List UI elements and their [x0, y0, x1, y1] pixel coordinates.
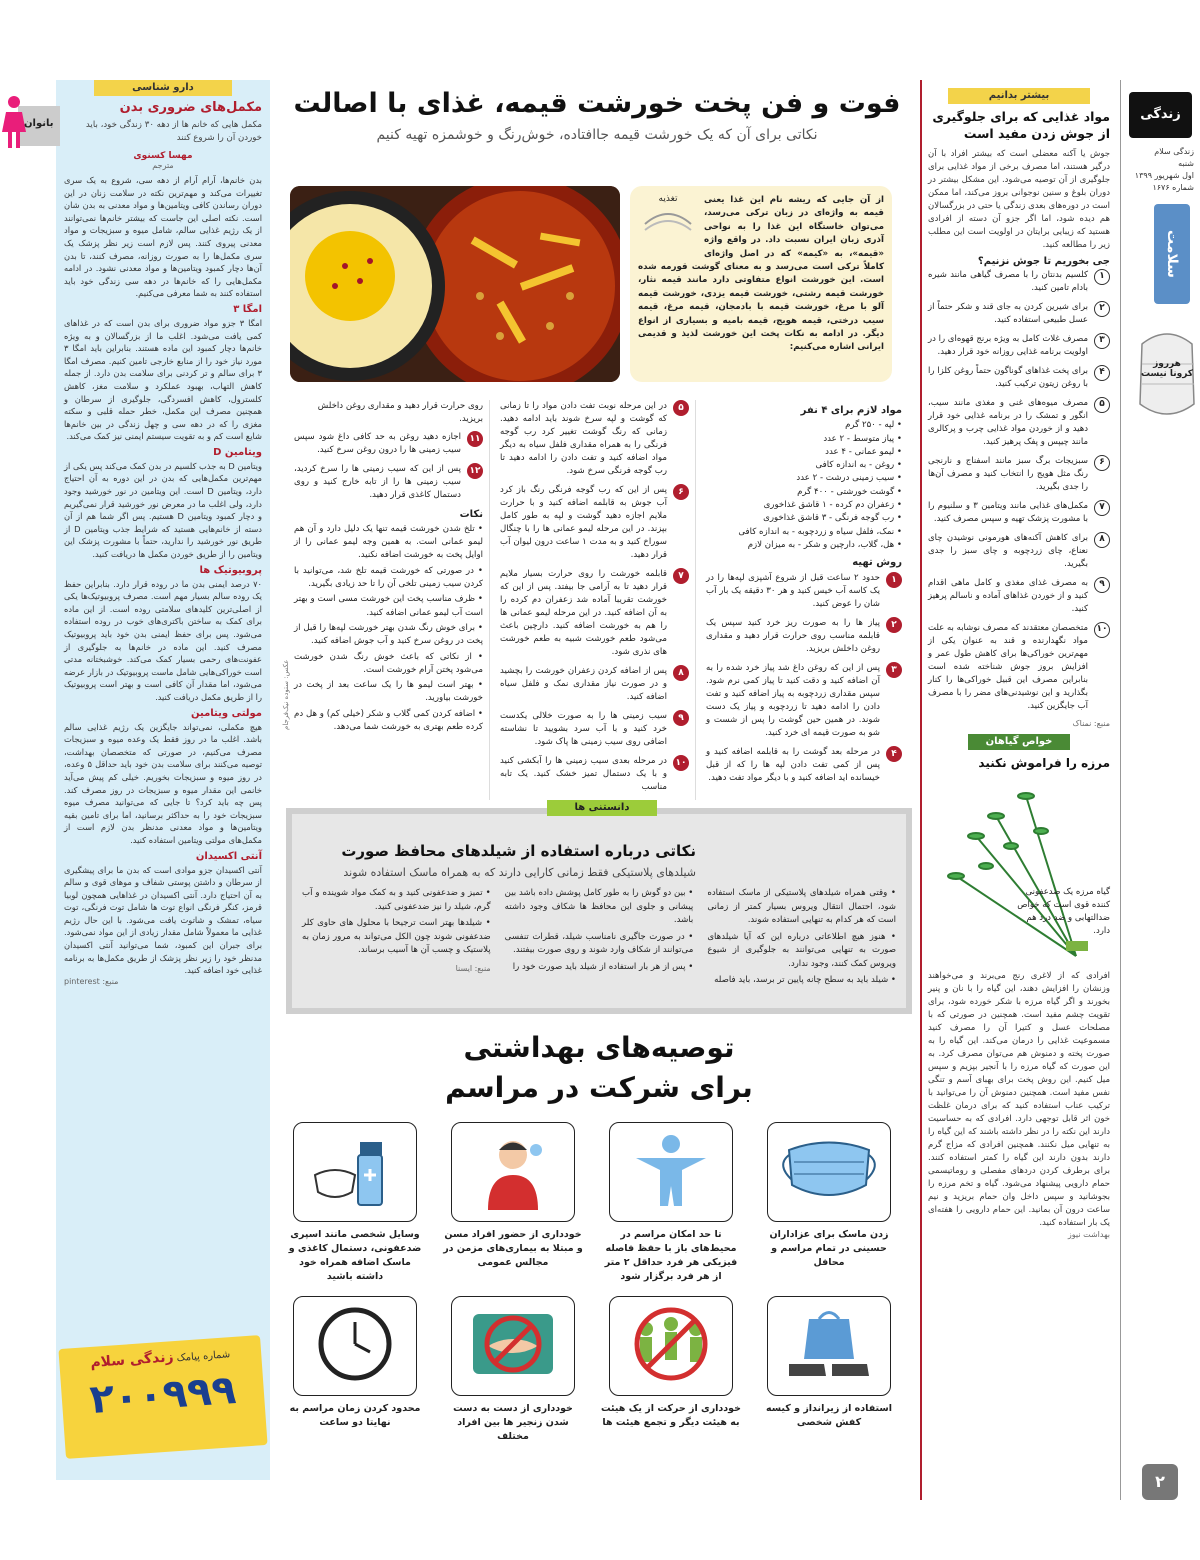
- ingredient-item: • هل، گلاب، دارچین و شکر - به میزان لازم: [747, 539, 902, 550]
- left-lead: مکمل هایی که خانم ها از دهه ۳۰ زندگی خود، باید خوردن آن را شروع کنند: [85, 120, 262, 143]
- item-number: ۵: [1094, 397, 1110, 413]
- herb-image: [928, 776, 1110, 966]
- herb-tag: خواص گیاهان: [968, 734, 1070, 750]
- shields-source: منبع: ایسنا: [455, 963, 491, 973]
- item-text: پیاز ها را به صورت ریز خرد کنید سپس یک قابلمه مناسب روی حرارت قرار دهید و مقداری روغن داخلش بریزید.: [706, 617, 880, 654]
- steps-list: [294, 431, 483, 502]
- disinfectant-spray-icon: [300, 1130, 410, 1214]
- ceremony-caption: تا حد امکان مراسم در محیط‌های باز با حفظ فاصله فیزیکی هر فرد حداقل ۲ متر از هر فرد برگزار شود: [604, 1229, 738, 1282]
- logo: زندگی سلام: [1129, 92, 1192, 138]
- ceremony-card: [767, 1122, 891, 1222]
- ceremony-caption: وسایل شخصی مانند اسپری ضدعفونی، دستمال کاغذی و ماسک اضافه همراه خود داشته باشید: [288, 1229, 422, 1282]
- list-item: [500, 568, 689, 659]
- tips-list: [294, 523, 483, 734]
- main-subtitle: نکاتی برای آن که یک خورشت قیمه جاافتاده، خوش‌رنگ و خوشمزه تهیه کنیم: [376, 127, 818, 143]
- item-number: ۱۰: [1094, 622, 1110, 638]
- nutrition-label: تغذیه: [658, 194, 678, 204]
- date-line: اول شهریور ۱۳۹۹: [1134, 171, 1194, 180]
- item-text: در مرحله بعدی سیب زمینی ها را آبکشی کنید و با یک دستمال تمیز خشک کنید. یک تابه مناسب: [500, 756, 667, 792]
- shields-col: [707, 887, 896, 991]
- ingredients-list: [706, 419, 902, 552]
- herb-caption: گیاه مرزه یک ضدعفونی کننده قوی است که خواص ضدالتهابی و ضد درد هم دارد.: [1017, 887, 1110, 936]
- mask-illustration: [1134, 324, 1200, 444]
- list-item: [706, 746, 902, 785]
- plastic-bag-shoes-icon: [774, 1304, 884, 1388]
- ceremony-item: [598, 1296, 744, 1462]
- no-handshake-icon: [458, 1304, 568, 1388]
- shields-title: نکاتی درباره استفاده از شیلدهای محافظ صورت: [341, 842, 696, 860]
- item-number: ۷: [1094, 500, 1110, 516]
- left-p3: ویتامین D به جذب کلسیم در بدن کمک می‌کند پس یکی از مهم‌ترین مکمل‌هایی که بدن در این دوره به آن احتیاج دارد، ویتامین D است. این ویتامین در نور خورشید وجود دارد، ولی اغلب ما در معرض نور خورشید قرار نمی‌گیریم و دچار کمبود ویتامین D هستیم. پس اگر شما هم از آن دسته از خانم‌هایی هستید که شرایط جذب ویتامین D از طریق نور خورشید را ندارید، حتماً با مشورت پزشک این ویتامین را از طریق خوردن مکمل ها دریافت کنید.: [64, 460, 262, 560]
- list-item: [500, 484, 689, 562]
- ceremony-caption: خودداری از حرکت از یک هیئت به هیئت دیگر و تجمع هیئت ها: [600, 1403, 741, 1428]
- ceremony-grid: [288, 1122, 902, 1462]
- ingredient-item: • زعفران دم کرده - ۱ قاشق غذاخوری: [763, 500, 902, 511]
- shield-tip: • تمیز و ضدعفونی کنید و به کمک مواد شوینده و آب گرم، شیلد را نیز ضدعفونی کنید.: [301, 888, 491, 912]
- shields-box: [286, 802, 912, 1014]
- ingredient-item: • روغن - به اندازه کافی: [815, 460, 902, 471]
- photo-credit: عکس: ستوده نیک‌فرجام: [282, 659, 290, 730]
- nutrition-badge: [638, 194, 698, 244]
- recipe-col-3: [282, 400, 490, 800]
- herb-title: مرزه را فراموش نکنید: [978, 756, 1110, 770]
- ceremony-title: [286, 1028, 912, 1108]
- item-number: ۷: [673, 568, 689, 584]
- left-p5: هیچ مکملی، نمی‌تواند جایگزین یک رژیم غذایی سالم باشد. اغلب ما در روز فقط یک وعده میوه و سبزیجات مصرف می‌کنیم، در صورتی که متخصصان بهداشت، توصیه می‌کنند برای سلامت بدن خود باید حداقل ۵ وعده، در روز میوه و سبزیجات بخوریم. خیلی کم پیش می‌آید خانمی این مقدار میوه و سبزیجات در روز مصرف کند. پس چه باید کرد؟ تا جایی که می‌توانید مصرف میوه سبزیجات خود را به حداکثر برسانید، اما برای تامین بقیه ویتامین‌ها و مواد معدنی مدنظر بدن لازم است از مکمل‌های مولتی ویتامین استفاده کنید.: [64, 721, 263, 845]
- item-number: ۴: [1094, 365, 1110, 381]
- item-number: ۶: [673, 484, 689, 500]
- item-number: ۱: [1094, 269, 1110, 285]
- shield-tip: • پس از هر بار استفاده از شیلد باید صورت خود را: [512, 961, 694, 972]
- ceremony-item: [282, 1296, 428, 1462]
- tip-item: • اضافه کردن کمی گلاب و شکر (خیلی کم) و هل دم کرده طعم بهتری به خورشت شما می‌دهد.: [294, 708, 483, 733]
- left-sub: امگا ۳: [233, 303, 262, 315]
- item-number: ۵: [673, 400, 689, 416]
- item-number: ۳: [886, 662, 902, 678]
- ingredient-item: • لیمو عمانی - ۴ عدد: [825, 446, 902, 457]
- list-item: [500, 710, 689, 749]
- distance-person-icon: [616, 1130, 726, 1214]
- item-number: ۸: [1094, 532, 1110, 548]
- left-sub: مولتی ویتامین: [191, 707, 262, 719]
- item-text: به مصرف غذای مغذی و کامل ماهی اقدام کنید و از خوردن غذاهای آماده و ناسالم پرهیز کنید.: [928, 578, 1088, 614]
- article-intro: جوش یا آکنه معضلی است که بیشتر افراد با آن درگیر هستند، اما مصرف برخی از مواد غذایی برای جلوگیری از آن توصیه می‌شود. این مشکل بیشتر در دوران بلوغ و سنین نوجوانی بروز می‌کند، اما ممکن است در دوره‌های بعدی زندگی یا حتی در بزرگسالان هم دیده شود، اما اگر جزو آن دسته از افرادی هستید که زیبایی برایتان در اولویت است این مطلب زیر را مطالعه کنید.: [928, 149, 1110, 250]
- item-number: ۳: [1094, 333, 1110, 349]
- masthead: [1120, 80, 1200, 1500]
- ceremony-card: [451, 1122, 575, 1222]
- item-text: متخصصان معتقدند که مصرف نوشابه به علت مواد نگهدارنده و قند به عنوان یکی از مهم‌ترین خوراکی‌ها برای کاهش طول عمر و افزایش بروز جوش شناخته شده است بنابراین مصرف این قبیل خوراکی‌ها را کنار بگذارید و این نوشیدنی‌های مضر را با مصرف آب جایگزین کنید.: [928, 623, 1088, 711]
- item-number: ۹: [673, 710, 689, 726]
- left-title: مکمل‌های ضروری بدن: [119, 100, 262, 115]
- page-number: ۲: [1142, 1464, 1178, 1500]
- recipe-col-1: [706, 400, 902, 800]
- tip-item: • در صورتی که خورشت قیمه تلخ شد، می‌توانید با کردن سیب زمینی تلخی آن را تا حد زیادی بگیرید.: [294, 565, 483, 590]
- ingredient-item: • لپه - ۲۵۰ گرم: [845, 420, 902, 431]
- ceremony-caption: استفاده از زیرانداز و کیسه کفش شخصی: [765, 1403, 893, 1428]
- sms-number: ۲۰۰۹۹۹: [88, 1366, 238, 1424]
- list-item: [706, 617, 902, 656]
- ceremony-caption: خودداری از حضور افراد مسن و مبتلا به بیماری‌های مزمن در مجالس عمومی: [443, 1229, 583, 1268]
- item-number: ۱۰: [673, 755, 689, 771]
- shield-tip: • شیلدها بهتر است ترجیحا با محلول های حاوی کلر ضدعفونی شوند چون الکل می‌تواند به مرور زمان به پلاستیک و چسب آن ها آسیب برساند.: [301, 918, 491, 955]
- ceremony-card: [609, 1296, 733, 1396]
- tip-item: • از نکاتی که باعث خوش رنگ شدن خورشت می‌شود پختن آرام خورشت است.: [294, 651, 483, 675]
- list-item: [500, 400, 689, 478]
- left-tag: دارو شناسی: [94, 80, 232, 96]
- steps-list: [500, 400, 689, 794]
- item-text: مصرف میوه‌های غنی و مغذی مانند سیب، انگور و تمشک را در برنامه غذایی خود قرار دهید و از خوردن مواد غذایی چرب و پرکالری مانند چیپس و پفک پرهیز کنید.: [928, 398, 1088, 447]
- list-item: [928, 622, 1110, 713]
- section-label: سلامت: [1154, 204, 1190, 304]
- ceremony-item: [598, 1122, 744, 1288]
- date-line: شنبه: [1178, 159, 1194, 168]
- left-author: مهسا کسنوی: [133, 151, 193, 161]
- shield-tip: • در صورت جاگیری نامناسب شیلد، قطرات تنفسی می‌توانند از شکاف وارد شوند و روی صورت بیفتند.: [504, 931, 694, 955]
- ceremony-item: [440, 1122, 586, 1288]
- sms-label: شماره پیامک زندگی سلام: [89, 1349, 231, 1371]
- item-text: برای شیرین کردن به جای قند و شکر حتماً از عسل طبیعی استفاده کنید.: [928, 302, 1088, 325]
- list-item: [500, 665, 689, 704]
- left-role: مترجم: [152, 161, 174, 170]
- item-text: پس از اضافه کردن زعفران خورشت را بچشید و در صورت نیاز مقداری نمک و فلفل سیاه اضافه کنید.: [500, 666, 667, 702]
- ceremony-caption: محدود کردن زمان مراسم به نهایتا دو ساعت: [289, 1403, 421, 1428]
- item-number: ۹: [1094, 577, 1110, 593]
- item-text: پس از این که رب گوجه فرنگی رنگ باز کرد آب جوش به قابلمه اضافه کنید و با حرارت ملایم اجازه دهید گوشت و لپه به طور کامل بپزند. در این مرحله لیمو عمانی ها را با چنگال سوراخ کنید و به مدت ۱ ساعت درون لیوان آب قرار دهید.: [500, 485, 667, 560]
- item-text: سیب زمینی ها را به صورت خلالی یکدست خرد کنید و با آب سرد بشویید تا نشاسته اضافی روی سیب زمینی ها پاک شود.: [500, 711, 667, 747]
- item-text: اجازه دهید روغن به حد کافی داغ شود سپس سیب زمینی ها را درون روغن سرخ کنید.: [294, 431, 461, 455]
- date-block: [1127, 146, 1194, 194]
- face-mask-icon: [774, 1130, 884, 1214]
- list-item: [928, 365, 1110, 391]
- item-text: پس از این که سیب زمینی ها را سرخ کردید، سیب زمینی ها را از تابه خارج کنید و روی دستمال کاغذی قرار دهید.: [294, 463, 461, 500]
- stew-photo: [290, 186, 620, 382]
- item-number: ۶: [1094, 455, 1110, 471]
- item-number: ۸: [673, 665, 689, 681]
- left-p1: بدن خانم‌ها، آرام آرام از دهه سی، شروع به یک سری تغییرات می‌کند و مهم‌ترین نکته در سلامت زنان در این دوران رساندن کافی ویتامین‌ها و مواد معدنی به بدن شان است. نکته اصلی این جاست که بیشتر خانم‌ها نمی‌توانند از یک رژیم غذایی سالم، شامل میوه و سبزیجات و مواد معدنی پیروی کنند. پس لازم است زیر نظر پزشک یک سری مکمل‌ها را به صورت روزانه، مصرف کنند، تا بدن آن‌ها دچار کمبود ویتامین‌ها و مواد معدنی نشود. در ادامه مکمل‌هایی را که خانم‌ها در دهه سی زندگی خود باید استفاده کنند به شما معرفی می‌کنیم.: [64, 175, 262, 299]
- ceremony-card: [293, 1296, 417, 1396]
- sick-person-icon: [458, 1130, 568, 1214]
- lead-box: [630, 186, 892, 382]
- item-number: ۴: [886, 746, 902, 762]
- shields-columns: [302, 887, 896, 991]
- list-item: [928, 269, 1110, 295]
- ceremony-section: [286, 1024, 912, 1500]
- item-text: برای پخت غذاهای گوناگون حتماً روغن کلزا را با روغن زیتون ترکیب کنید.: [928, 366, 1088, 389]
- ingredient-item: • سیب زمینی درشت - ۲ عدد: [796, 473, 902, 484]
- list-item: [928, 532, 1110, 571]
- method-title: روش تهیه: [852, 557, 902, 569]
- item-number: ۱۱: [467, 431, 483, 447]
- step-intro: روی حرارت قرار دهید و مقداری روغن داخلش بریزید.: [317, 401, 483, 425]
- item-text: مصرف غلات کامل به ویژه برنج قهوه‌ای را در اولویت برنامه غذایی روزانه خود قرار دهید.: [928, 334, 1088, 357]
- ceremony-card: [293, 1122, 417, 1222]
- item-number: ۱۲: [467, 463, 483, 479]
- left-p2: امگا ۳ جزو مواد ضروری برای بدن است که در غذاهای کمی یافت می‌شود. اغلب ما از بزرگسالان و به ویژه خانم‌ها دچار کمبود این ماده هستند. بنابراین باید امگا ۳ مورد نیاز خود را از منابع خارجی تامین کنیم. مصرف امگا ۳ برای سالم و تر کردنی برای سلامت بدن دارد. از جمله کاهش التهاب، بهبود عملکرد و سلامت مغز، کاهش کلسترول، کاهش افسردگی، جلوگیری از سرطان و همچنین مصرف این مکمل، خطر حمله قلبی و سکته مغزی را که در دهه سی و چهل زندگی در بین خانم‌ها شایع است کم و به تقویت سیستم ایمنی نیز کمک می‌کند.: [64, 317, 262, 442]
- list-item: [928, 301, 1110, 327]
- left-column: [56, 80, 270, 1480]
- tips-list: [928, 269, 1110, 713]
- main-title: فوت و فن پخت خورشت قیمه، غذای با اصالت: [293, 88, 901, 119]
- item-text: پس از این که روغن داغ شد پیاز خرد شده را به آن اضافه کنید و دقت کنید تا پیاز کمی نرم شود. سپس مقداری زردچوبه به پیاز اضافه کنید و تفت دادن را ادامه دهید تا زردچوبه و پیاز یک دست شوند. در همین حین گوشت را پس از شست و شو به صورت قیمه ای خرد کنید.: [706, 662, 880, 738]
- herb-source: بهداشت نیوز: [1067, 1230, 1110, 1239]
- ceremony-caption: زدن ماسک برای عزاداران حسینی در تمام مراسم و محافل: [769, 1229, 889, 1268]
- list-item: [294, 431, 483, 457]
- ceremony-card: [609, 1122, 733, 1222]
- sms-brand: زندگی سلام: [89, 1349, 175, 1371]
- shields-col: [302, 887, 491, 991]
- ceremony-item: [756, 1122, 902, 1288]
- item-number: ۲: [886, 617, 902, 633]
- list-item: [706, 572, 902, 611]
- list-item: [928, 455, 1110, 494]
- ingredient-item: • گوشت خورشتی - ۴۰۰ گرم: [797, 486, 902, 497]
- ceremony-item: [282, 1122, 428, 1288]
- list-item: [928, 500, 1110, 526]
- left-sub: پروبیوتیک ها: [199, 564, 262, 576]
- right-column: [920, 80, 1116, 1500]
- main-article: [282, 80, 912, 800]
- item-text: کلسیم بدنتان را با مصرف گیاهی مانند شیره بادام تامین کنید.: [928, 270, 1088, 293]
- herb-text: افرادی که از لاغری رنج می‌برند و می‌خواهند وزنشان را افزایش دهند، این گیاه را با نان و پنیر بخورند و اگر گیاه مرزه با شکر خورده شود، برای تقویت چشم مفید است. همچنین در صورتی که با مصلحات عسل و کتیرا آن را مصرف کنید مسموعیت غذایی را درمان می‌کند. این گیاه را به صورت پخته و دمنوش هم می‌توان مصرف کرد. به این صورت که گیاه مرزه را با آنجیر بپزیم و سپس میل کنیم. این روش پخت برای بهبای آسم و تنگی نفس مفید است. همچنین دمنوش آن را می‌توانید با ترکیب عناب استفاده کنید که برای درمان غلظت خون اثر قابل توجهی دارد. افرادی که به حساسیت دارند این نکته را در نظر داشته باشند که این گیاه را به تنهایی میل نکنند. همچنین افرادی که مزاج گرم دارند بدون دارند این گیاه را کمتر استفاده کنند. برای برطرف کردن دردهای مفصلی و روماتیسمی حمام دارویی پیشنهاد می‌شود. گیاه و تخم مرزه را بجوشانید و سپس داخل وان حمام بریزید و نیم ساعت درون آن بمانید. این حمام دارویی را هفته‌ای یک بار استفاده کنید.: [928, 971, 1110, 1228]
- left-p4: ۷۰ درصد ایمنی بدن ما در روده قرار دارد. بنابراین حفظ یک روده سالم بسیار مهم است. مصرف پروبیوتیک‌ها یکی از اصلی‌ترین کلیدهای سلامتی روده است. از این ماده برای کمک به ساختن باکتری‌های خوب در روده استفاده می‌شود. پس برای حفظ ایمنی بدن خود باید پروبیوتیک مصرف کنید. این ماده در خانم‌ها به جلوگیری از عفونت‌های رحمی بسیار کمک می‌کند. خوشبختانه مدتی است خوراکی‌هایی شامل ماست پروبیوتیک در بازار عرضه می‌شود، اما مقدار آن کافی است و بهتر است پروبیوتیک را از طریق مکمل دریافت کنید.: [64, 578, 262, 702]
- ingredient-item: • رب گوجه فرنگی - ۳ قاشق غذاخوری: [763, 513, 902, 524]
- ingredients-title: مواد لازم برای ۴ نفر: [800, 405, 902, 416]
- ingredient-item: • نمک، فلفل سیاه و زردچوبه - به اندازه کافی: [738, 526, 902, 537]
- recipe-columns: [282, 400, 912, 800]
- recipe-col-2: [500, 400, 696, 800]
- tip-item: • ظرف مناسب پخت این خورشت مسی است و بهتر است آب لیمو عمانی اضافه کنید.: [294, 594, 483, 618]
- list-item: [928, 397, 1110, 449]
- shield-tip: • بین دو گوش را به طور کامل پوشش داده باشد بین پیشانی و جلوی این محافظ ها شکاف وجود داشته باشد.: [504, 888, 694, 925]
- list-item: [706, 662, 902, 740]
- shield-tip: • شیلد باید به سطح چانه پایین تر برسد، باید فاصله: [714, 975, 896, 985]
- lead-text: از آن جایی که ریشه نام این غذا یعنی قیمه به واژه‌ای در زبان ترکی می‌رسد، می‌توان خاستگاه این غذا را به نواحی آذری زبان ایران نسبت داد. در واقع واژه «قیمه»، به «کیمه» که در اصل واژه‌ای کاملاً ترکی است می‌رسد و به معنای گوشت قورمه شده است. این خورشت انواع متفاوتی دارد مانند قیمه نثار، خورشت قیمه رشتی، خورشت قیمه یزدی، خورشت قیمه آلو با مرغ، خورشت قیمه با بادمجان، قیمه مرغ، قیمه سیب درختی، قیمه هویج، قیمه بامیه و بسیاری از انواع دیگر. در ادامه به نکات پخت این خورشت لذیذ و قدیمی ایرانی اشاره می‌کنیم:: [638, 195, 884, 353]
- item-number: ۱: [886, 572, 902, 588]
- steps-list: [706, 572, 902, 785]
- item-text: در این مرحله نوبت تفت دادن مواد را تا زمانی که گوشت و لپه سرخ شوند باید ادامه دهید. زمانی که رنگ گوشت تغییر کرد رب گوجه فرنگی را به همراه مقداری فلفل سیاه به دیگر مواد اضافه کنید و تفت دادن را ادامه دهید تا رب گوجه فرنگی سرخ شود.: [500, 401, 667, 476]
- shield-tip: • وقتی همراه شیلدهای پلاستیکی از ماسک استفاده شود، احتمال انتقال ویروس بسیار کمتر از زمانی است که هر کدام به تنهایی استفاده شوند.: [707, 888, 896, 925]
- women-badge: [0, 92, 60, 152]
- item-text: برای کاهش آکنه‌های هورمونی نوشیدن چای نعناع، چای زردچوبه و چای سبز را جدی بگیرید.: [928, 533, 1088, 569]
- list-item: [928, 577, 1110, 616]
- section-tag: بیشتر بدانیم: [948, 88, 1090, 104]
- list-item: [500, 755, 689, 794]
- sms-box: [58, 1335, 267, 1459]
- left-source: منبع: pinterest: [64, 976, 119, 986]
- tip-item: • برای خوش رنگ شدن بهتر خورشت لپه‌ها را قبل از پخت در روغن سرخ کنید و آب جوش اضافه کنید.: [294, 622, 483, 647]
- list-item: [294, 463, 483, 502]
- ceremony-card: [451, 1296, 575, 1396]
- shields-tag: دانستنی ها: [547, 800, 657, 816]
- left-sub: آنتی اکسیدان: [195, 850, 262, 862]
- mask-text: هرروز کرونا نیست: [1140, 359, 1194, 379]
- list-item: [928, 333, 1110, 359]
- ceremony-item: [756, 1296, 902, 1462]
- question-heading: جی بخوریم تا جوش نزنیم؟: [977, 256, 1110, 267]
- ceremony-caption: خودداری از دست به دست شدن زنجیر ها بین افراد مختلف: [453, 1403, 573, 1442]
- item-number: ۲: [1094, 301, 1110, 317]
- item-text: حدود ۲ ساعت قبل از شروع آشپزی لپه‌ها را در یک کاسه آب خیس کنید و هر ۳۰ دقیقه یک بار آب شان را عوض کنید.: [706, 572, 880, 609]
- tip-item: • تلخ شدن خورشت قیمه تنها یک دلیل دارد و آن هم لیمو عمانی است. به همین وجه لیمو عمانی را از اوایل پخت به خورشت اضافه نکنید.: [294, 523, 483, 561]
- left-sub: ویتامین D: [213, 446, 262, 458]
- tips-title: نکات: [459, 508, 483, 520]
- ceremony-card: [767, 1296, 891, 1396]
- shields-subtitle: شیلدهای پلاستیکی فقط زمانی کارایی دارند که به همراه ماسک استفاده شوند: [343, 866, 696, 879]
- women-label: بانوان: [24, 118, 54, 129]
- item-text: در مرحله بعد گوشت را به قابلمه اضافه کنید و پس از کمی تفت دادن لپه ها را که از قبل خیسانده اید اضافه کنید و با دیگر مواد تفت دهید.: [706, 746, 880, 783]
- item-text: مکمل‌های غذایی مانند ویتامین ۳ و سلنیوم را با مشورت پزشک تهیه و سپس مصرف کنید.: [928, 501, 1088, 524]
- ingredient-item: • پیاز متوسط - ۲ عدد: [823, 433, 902, 444]
- ceremony-title-line: توصیه‌های بهداشتی: [463, 1031, 735, 1064]
- item-text: سبزیجات برگ سبز مانند اسفناج و نارنجی رنگ مثل هویج را انتخاب کنید و مصرف آن‌ها را جدی بگیرید.: [928, 456, 1088, 492]
- date-line: زندگی سلام: [1154, 147, 1194, 156]
- clock-icon: [300, 1304, 410, 1388]
- shield-tip: • هنوز هیچ اطلاعاتی درباره این که آیا شیلدهای صورت به تنهایی می‌توانند به جلوگیری از شیوع ویروس کمک کنند، وجود ندارد.: [707, 931, 896, 969]
- tip-item: • بهتر است لیمو ها را یک ساعت بعد از پخت در خورشت بیاورید.: [294, 680, 483, 704]
- no-crowd-icon: [616, 1304, 726, 1388]
- article-title: مواد غذایی که برای جلوگیری از جوش زدن مفید است: [932, 109, 1110, 141]
- ceremony-title-line: برای شرکت در مراسم: [445, 1071, 753, 1104]
- shields-col: [505, 887, 694, 991]
- source: منبع: نمناک: [1072, 719, 1110, 728]
- left-p6: آنتی اکسیدان جزو موادی است که بدن ما برای پیشگیری از سرطان و داشتن پوستی شفاف و موهای قوی و سالم به آن احتیاج دارد. آنتی اکسیدان در غذاهایی همچون لوبیا قرمز، کنگر فرنگی انواع توت ها شامل توت فرنگی، توت سیاه، تمشک و شاتوت یافت می‌شود. با این حال رژیم غذایی ما معمولاً شامل مقدار زیادی از این مواد نمی‌شود. برای جبران این کمبود، شما می‌توانید آنتی اکسیدان مدنظر خود را زیر نظر پزشک از طریق مکمل‌ها به برنامه غذایی خود اضافه کنید.: [64, 864, 262, 976]
- date-line: شماره ۱۶۷۶: [1152, 183, 1194, 192]
- item-text: قابلمه خورشت را روی حرارت بسیار ملایم قرار دهید تا به آرامی جا بیفتد. پس از این که خورشت تقریبا آماده شد زعفران دم کرده را به آن اضافه کنید. در این مرحله لیمو عمانی ها را هم به خورشت اضافه کنید. دارچین باعث می‌شود طعم خورشت شبیه به طعم خورشت های نذری شود.: [500, 569, 667, 657]
- ceremony-item: [440, 1296, 586, 1462]
